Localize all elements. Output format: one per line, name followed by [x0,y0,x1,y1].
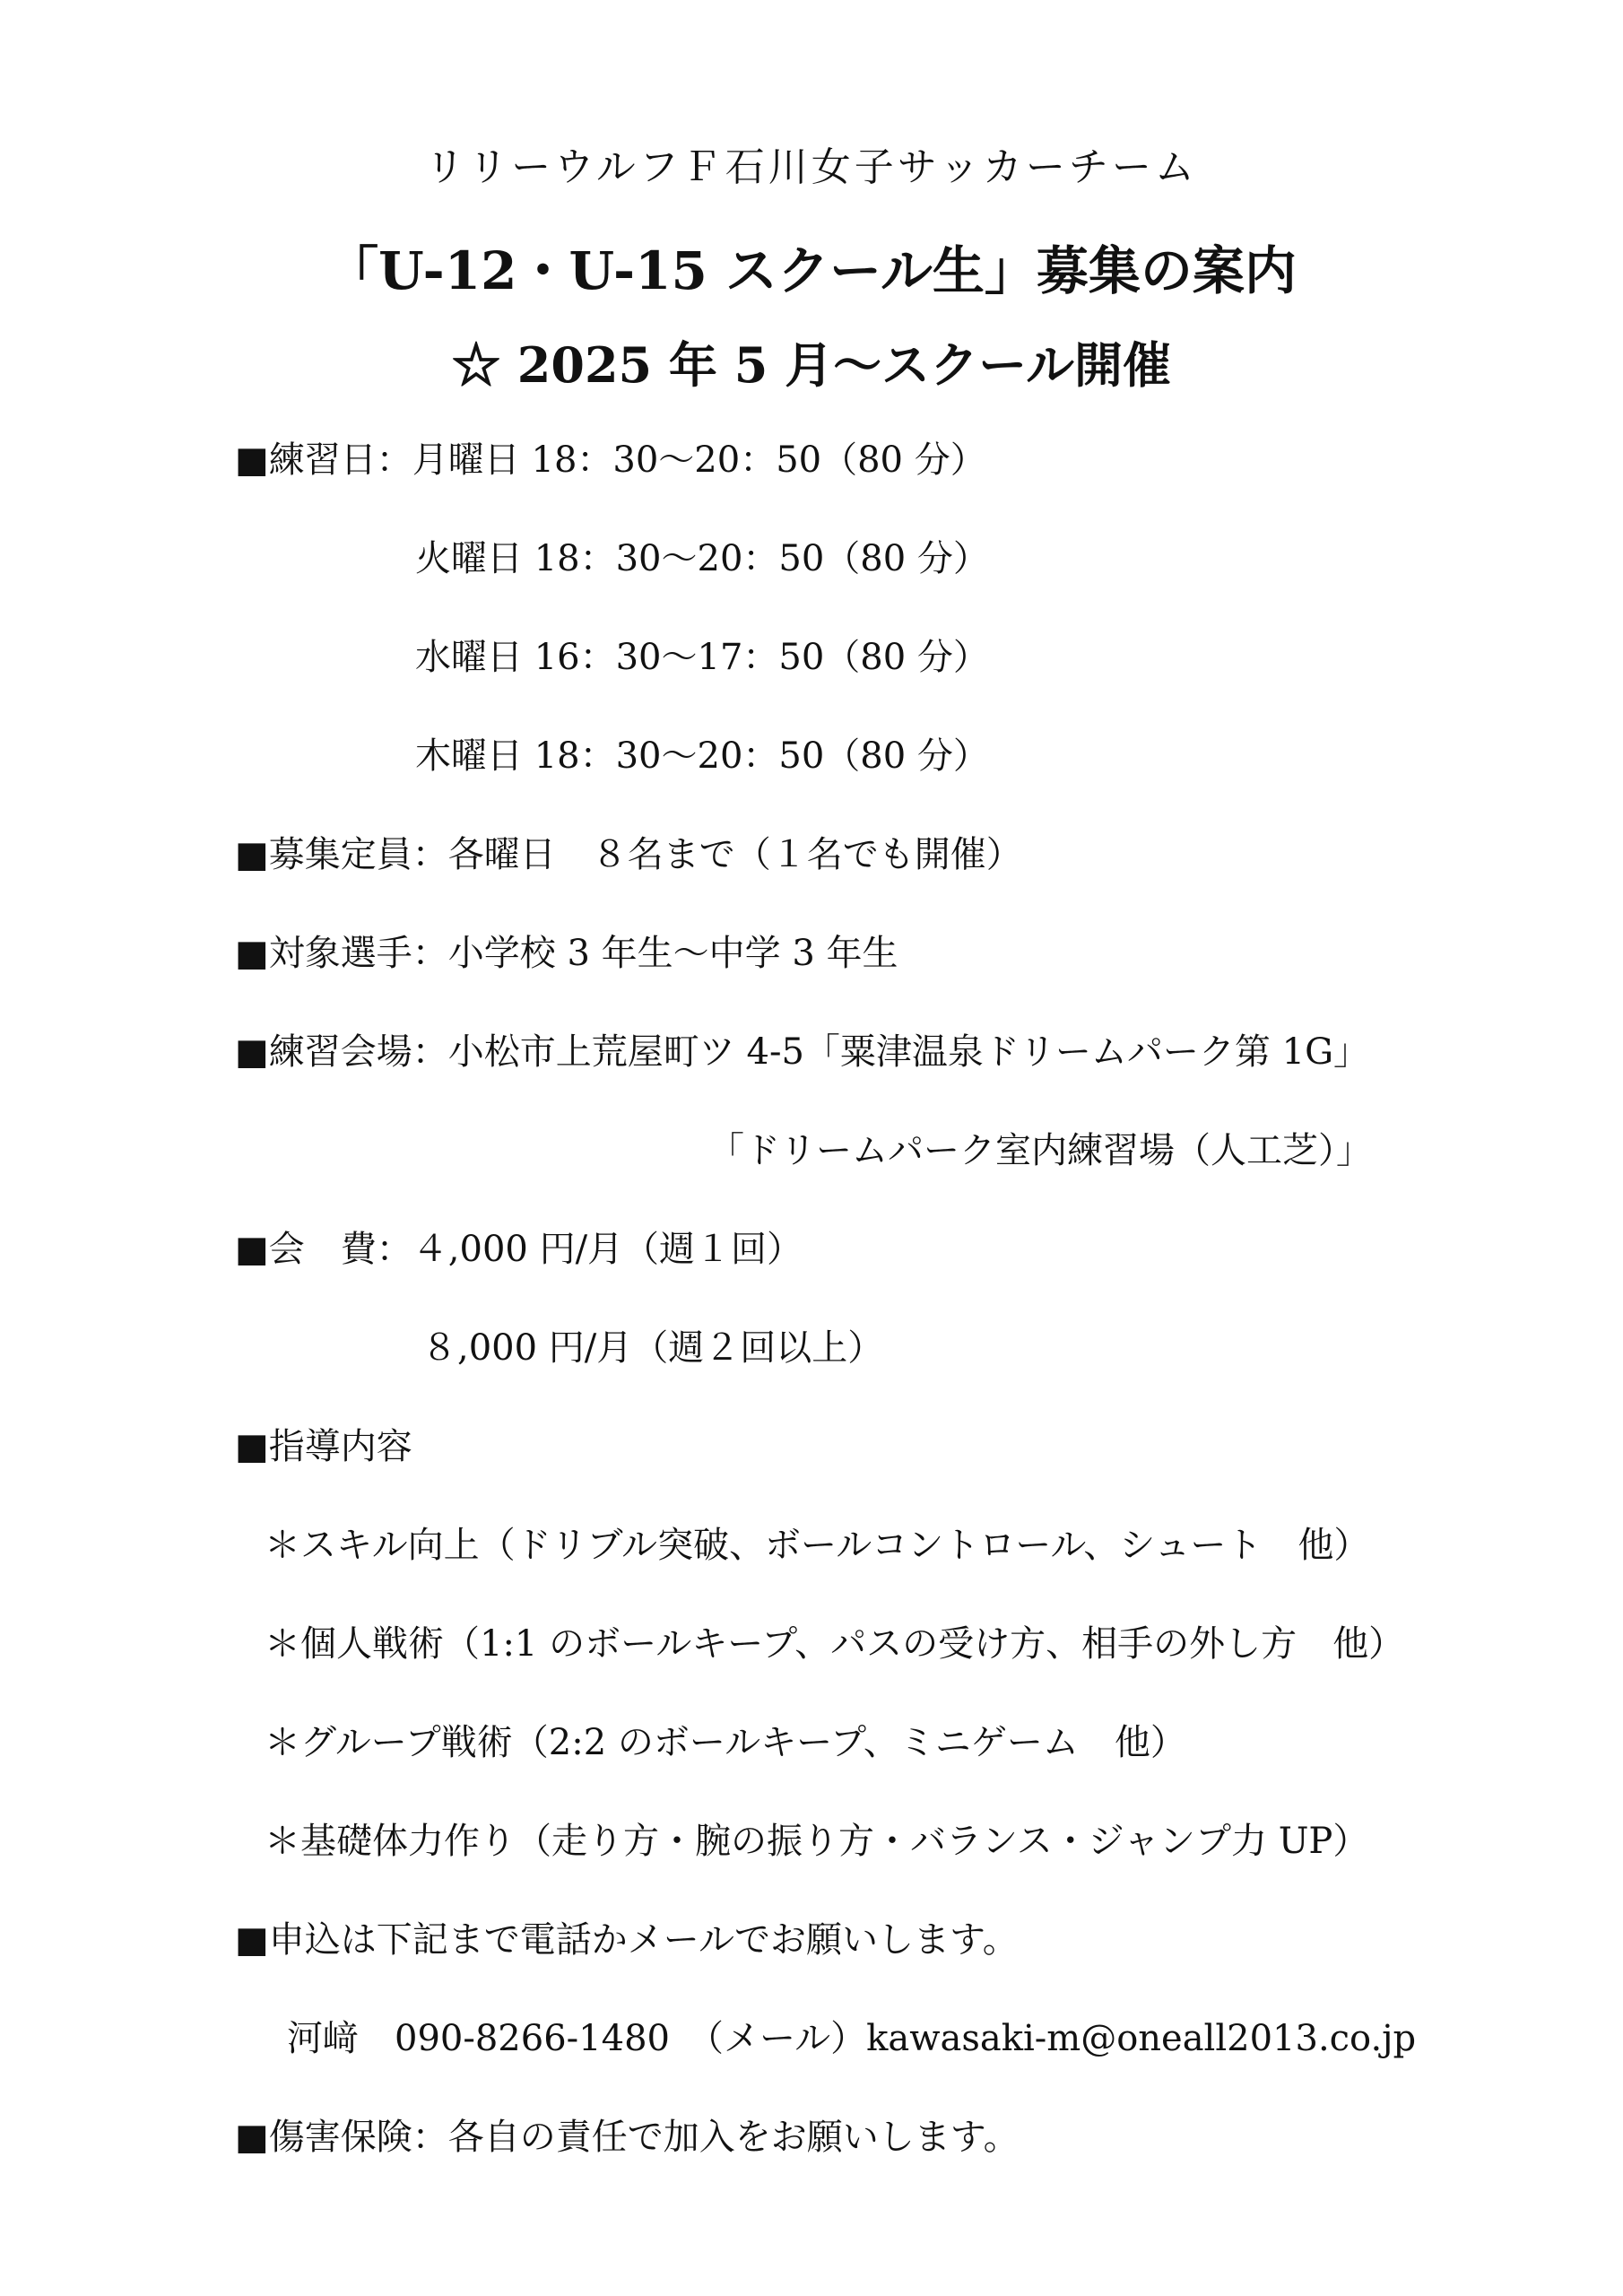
contact-info: 河﨑 090-8266-1480 （メール）kawasaki-m@oneall2013.co.jp [287,2018,1417,2059]
fee-line-1: ■会 費：４,000 円/月（週１回） [235,1229,803,1270]
venue-line-1: ■練習会場：小松市上荒屋町ツ 4-5「粟津温泉ドリームパーク第 1G」 [235,1031,1370,1073]
guidance-label: ■指導内容 [235,1426,412,1467]
practice-day-monday: 月曜日 18：30～20：50（80 分） [412,439,986,481]
guidance-item: ＊スキル向上（ドリブル突破、ボールコントロール、シュート 他） [265,1525,1370,1566]
page-title: 「U-12・U-15 スクール生」募集の案内 [326,240,1297,301]
practice-day-wednesday: 水曜日 16：30～17：50（80 分） [415,637,989,678]
page-subtitle: ☆ 2025 年 5 月～スクール開催 [452,336,1171,394]
guidance-item: ＊個人戦術（1:1 のボールキープ、パスの受け方、相手の外し方 他） [265,1623,1405,1665]
guidance-item: ＊グループ戦術（2:2 のボールキープ、ミニゲーム 他） [265,1722,1186,1763]
apply-label: ■申込は下記まで電話かメールでお願いします。 [235,1919,1019,1961]
target-players: ■対象選手：小学校 3 年生～中学 3 年生 [235,933,898,974]
practice-days-label: ■練習日： [235,439,412,481]
fee-line-2: ８,000 円/月（週２回以上） [421,1327,884,1369]
capacity: ■募集定員：各曜日 ８名まで（１名でも開催） [235,834,1022,875]
guidance-item: ＊基礎体力作り（走り方・腕の振り方・バランス・ジャンプ力 UP） [265,1821,1369,1862]
practice-days-row [235,435,986,485]
team-name: リリーウルフＦ石川女子サッカーチーム [425,144,1198,190]
venue-line-2: 「ドリームパーク室内練習場（人工芝）」 [708,1130,1372,1171]
insurance: ■傷害保険：各自の責任で加入をお願いします。 [235,2117,1020,2158]
practice-day-thursday: 木曜日 18：30～20：50（80 分） [415,735,989,777]
practice-day-tuesday: 火曜日 18：30～20：50（80 分） [415,538,989,579]
